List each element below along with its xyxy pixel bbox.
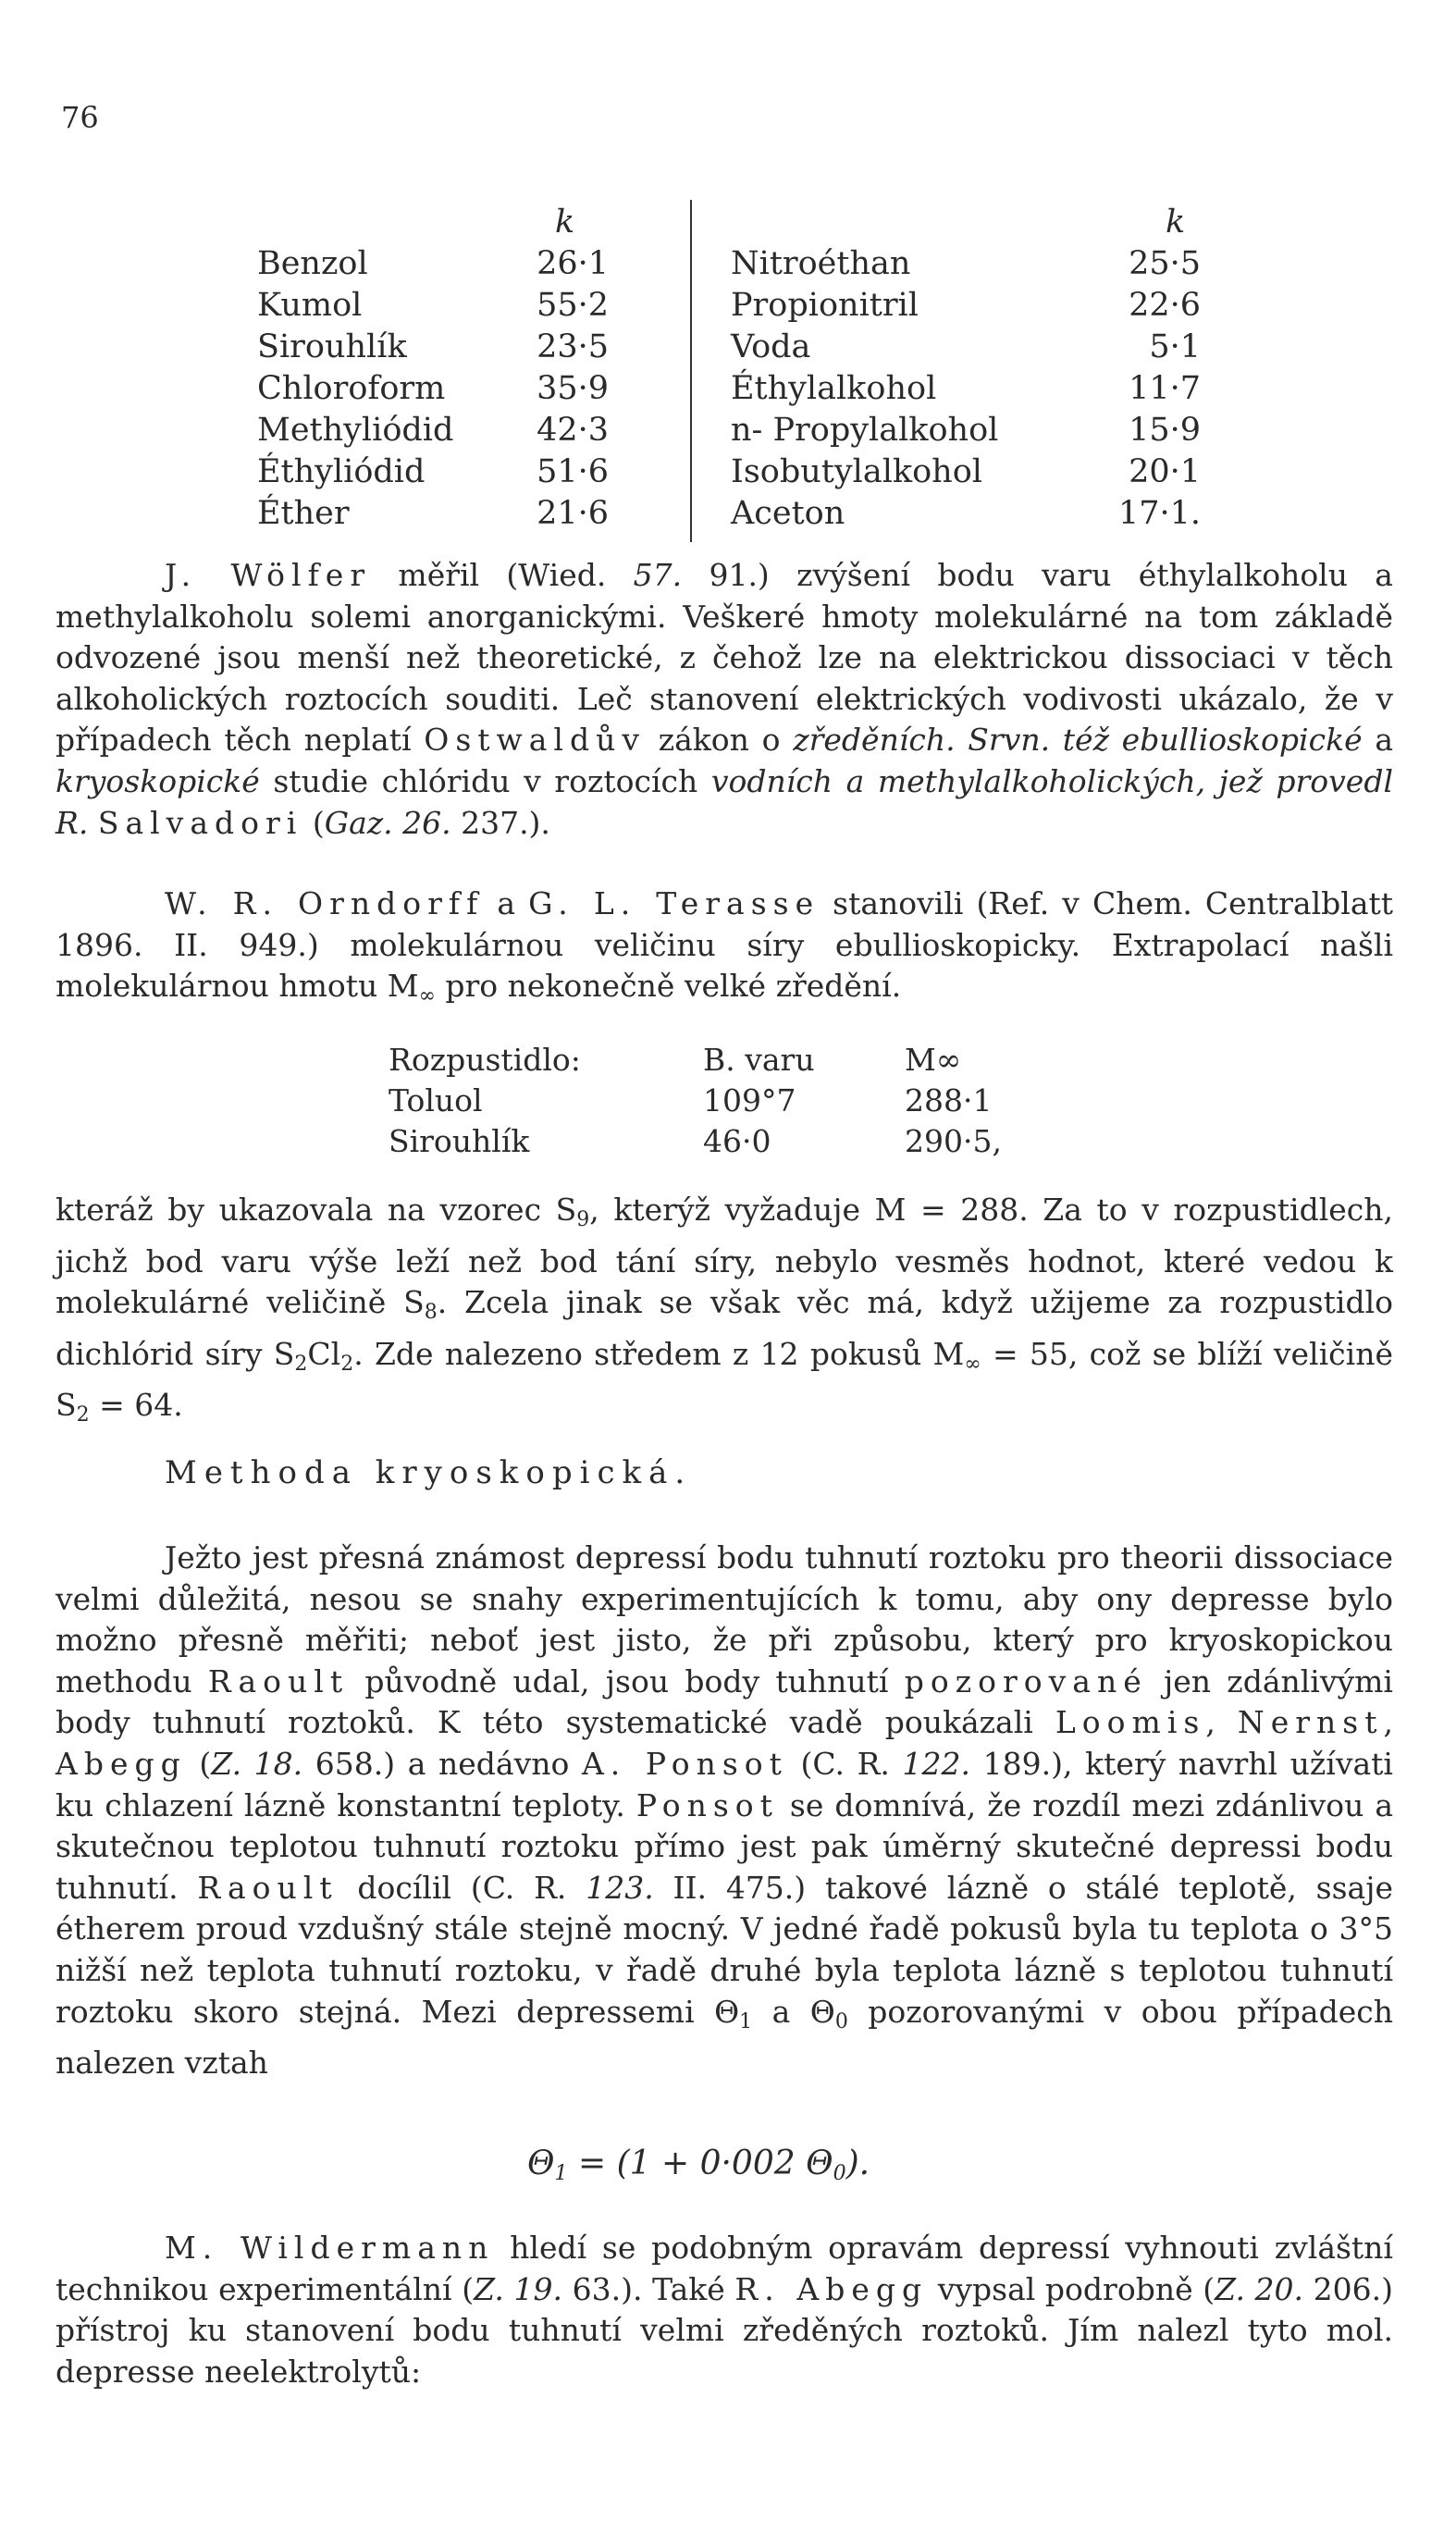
table-row bbox=[731, 493, 1212, 535]
constants-table-left bbox=[257, 202, 609, 535]
author-name: W. R. Orndorff bbox=[165, 885, 485, 921]
table-cell: 46·0 bbox=[703, 1123, 771, 1159]
constant-value: 22·6 bbox=[1129, 287, 1201, 324]
author-name: Loomis bbox=[1055, 1704, 1206, 1741]
reference: Z. 18. bbox=[211, 1745, 303, 1782]
table-row bbox=[257, 327, 609, 368]
table-cell: Toluol bbox=[389, 1082, 483, 1118]
table-row bbox=[731, 327, 1212, 368]
table-row bbox=[389, 1121, 1184, 1162]
paragraph-wildermann: M. Wildermann hledí se podobným opravám depressí vyhnouti zvláštní technikou experimentální (Z. 19. 63.). Také R. Abegg vypsal podrobně (Z. 20. 206.) přístroj ku stanovení bodu tuhnutí velmi zředěných roztoků. Jím nalezl tyto mol. depresse neelektrolytů: bbox=[56, 2230, 1394, 2390]
table-header bbox=[731, 202, 1212, 243]
author-name: R. Abegg bbox=[734, 2270, 929, 2307]
constant-value: 51·6 bbox=[537, 453, 609, 490]
table-row bbox=[731, 451, 1212, 493]
constant-value: 25·5 bbox=[1129, 245, 1201, 282]
page-number: 76 bbox=[61, 100, 99, 135]
constant-value: 42·3 bbox=[537, 412, 609, 449]
table-row bbox=[257, 493, 609, 535]
author-name: Salvadori bbox=[97, 804, 303, 841]
constant-value: 35·9 bbox=[537, 370, 609, 407]
table-row bbox=[731, 285, 1212, 327]
reference: Z. 19. bbox=[474, 2270, 563, 2307]
column-header: Rozpustidlo: bbox=[389, 1042, 581, 1078]
table-row bbox=[257, 451, 609, 493]
author-name: Abegg bbox=[56, 1745, 187, 1782]
section-title: Methoda kryoskopická. bbox=[165, 1454, 693, 1491]
constant-value: 21·6 bbox=[537, 495, 609, 532]
author-name: Raoult bbox=[207, 1662, 350, 1699]
author-name: G. L. Terasse bbox=[528, 885, 821, 921]
constant-value: 20·1 bbox=[1129, 453, 1201, 490]
constant-value: 11·7 bbox=[1129, 370, 1201, 407]
solvent-name: Nitroéthan bbox=[731, 245, 911, 282]
paragraph-orndorff: W. R. Orndorff a G. L. Terasse stanovili (Ref. v Chem. Centralblatt 1896. II. 949.) molekulárnou veličinu síry ebullioskopicky. Extrapolací našli molekulárnou hmotu $M_\infty$ pro nekonečně velké zředění. bbox=[56, 885, 1394, 1008]
paragraph-sulfur: kteráž by ukazovala na vzorec $S_9$, kterýž vyžaduje M = 288. Za to v rozpustidlech, jichž bod varu výše leží než bod tání síry, nebylo vesměs hodnot, které vedou k molekulárné veličině $S_8$. Zcela jinak se však věc má, když užijeme za rozpustidlo dichlórid síry $S_2Cl_2$. Zde nalezeno středem z 12 pokusů $M_\infty = 55$, což se blíží veličině $S_2 = 64$. bbox=[56, 1192, 1394, 1427]
solvent-name: Éthyliódid bbox=[257, 453, 426, 490]
formula: $\Theta_1 = (1 + 0\cdot 002$ $\Theta_0$). bbox=[527, 2144, 870, 2185]
author-name: J. Wölfer bbox=[165, 557, 372, 593]
constant-value: 15·9 bbox=[1129, 412, 1201, 449]
author-name: Nernst bbox=[1237, 1704, 1384, 1741]
author-name: Raoult bbox=[197, 1869, 339, 1906]
table-row bbox=[257, 410, 609, 451]
table-header bbox=[257, 202, 609, 243]
solvent-name: Aceton bbox=[731, 495, 845, 532]
table-row bbox=[257, 243, 609, 285]
author-name: Ostwaldův bbox=[424, 722, 647, 759]
table-row bbox=[731, 368, 1212, 410]
solvent-name: Isobutylalkohol bbox=[731, 453, 982, 490]
table-row bbox=[257, 368, 609, 410]
solvent-name: Chloroform bbox=[257, 370, 446, 407]
table-divider bbox=[690, 200, 692, 542]
solvent-name: Propionitril bbox=[731, 287, 919, 324]
solvent-name: Éther bbox=[257, 495, 350, 532]
solvent-name: Kumol bbox=[257, 287, 363, 324]
reference: Z. 20. bbox=[1215, 2270, 1304, 2307]
column-header-k: k bbox=[1166, 204, 1186, 241]
solvent-name: Éthylalkohol bbox=[731, 370, 937, 407]
table-cell: 109°7 bbox=[703, 1082, 796, 1118]
paragraph-woelfer: J. Wölfer měřil (Wied. 57. 91.) zvýšení bodu varu éthylalkoholu a methylalkoholu solemi anorganickými. Veškeré hmoty molekulárné na tom základě odvozené jsou menší než theoretické, z čehož lze na elektrickou dissociaci v těch alkoholických roztocích souditi. Leč stanovení elektrických vodivosti ukázalo, že v případech těch neplatí Ostwaldův zákon o zředěních. Srvn. též ebullioskopické a kryoskopické studie chlóridu v roztocích vodních a methylalkoholických, jež provedl R. Salvadori (Gaz. 26. 237.). bbox=[56, 557, 1394, 841]
column-header-k: k bbox=[555, 204, 575, 241]
constant-value: 23·5 bbox=[537, 328, 609, 365]
solvent-name: Benzol bbox=[257, 245, 368, 282]
table-cell: 290·5, bbox=[905, 1123, 1002, 1159]
reference: 123. bbox=[586, 1869, 654, 1906]
solvent-name: Sirouhlík bbox=[257, 328, 407, 365]
reference: 122. bbox=[902, 1745, 971, 1782]
column-header: B. varu bbox=[703, 1042, 815, 1078]
constant-value: 26·1 bbox=[537, 245, 609, 282]
author-name: A. Ponsot bbox=[581, 1745, 788, 1782]
table-header bbox=[389, 1040, 1184, 1081]
reference: Gaz. 26. bbox=[324, 804, 451, 841]
boiling-point-table bbox=[389, 1040, 1184, 1162]
table-row bbox=[389, 1081, 1184, 1121]
table-row bbox=[257, 285, 609, 327]
table-row bbox=[731, 243, 1212, 285]
solvent-name: Methyliódid bbox=[257, 412, 454, 449]
constant-value: 17·1. bbox=[1117, 495, 1201, 532]
column-header: M∞ bbox=[905, 1042, 962, 1078]
table-cell: 288·1 bbox=[905, 1082, 993, 1118]
author-name: M. Wildermann bbox=[165, 2230, 495, 2266]
solvent-name: n- Propylalkohol bbox=[731, 412, 999, 449]
table-cell: Sirouhlík bbox=[389, 1123, 530, 1159]
constant-value: 5·1 bbox=[1149, 328, 1201, 365]
solvent-name: Voda bbox=[731, 328, 811, 365]
paragraph-cryoscopic: Ježto jest přesná známost depressí bodu tuhnutí roztoku pro theorii dissociace velmi důležitá, nesou se snahy experimentujících k tomu, aby ony depresse bylo možno přesně měřiti; neboť jest jisto, že při způsobu, který pro kryoskopickou methodu Raoult původně udal, jsou body tuhnutí pozorované jen zdánlivými body tuhnutí roztoků. K této systematické vadě poukázali Loomis, Nernst, Abegg (Z. 18. 658.) a nedávno A. Ponsot (C. R. 122. 189.), který navrhl užívati ku chlazení lázně konstantní teploty. Ponsot se domnívá, že rozdíl mezi zdánlivou a skutečnou teplotou tuhnutí roztoku přímo jest pak úměrný skutečné depressi bodu tuhnutí. Raoult docílil (C. R. 123. II. 475.) takové lázně o stálé teplotě, ssaje étherem proud vzdušný stále stejně mocný. V jedné řadě pokusů byla tu teplota o 3°5 nižší než teplota tuhnutí roztoku, v řadě druhé byla teplota lázně s teplotou tuhnutí roztoku skoro stejná. Mezi depressemi $\Theta_1$ a $\Theta_0$ pozorovanými v obou případech nalezen vztah bbox=[56, 1539, 1394, 2082]
author-name: Ponsot bbox=[635, 1786, 779, 1823]
constant-value: 55·2 bbox=[537, 287, 609, 324]
constants-table-right bbox=[731, 202, 1212, 535]
table-row bbox=[731, 410, 1212, 451]
reference: 57. bbox=[633, 557, 683, 593]
